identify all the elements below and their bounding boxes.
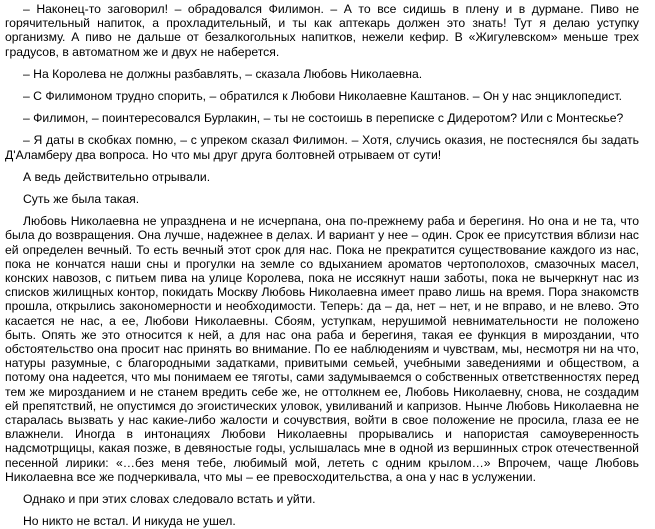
paragraph-5: – Я даты в скобках помню, – с упреком сказал Филимон. – Хотя, случись оказия, не постеснялся бы задать Д'Аламберу два вопроса. Но что мы друг друга болтовней отрываем от сути! (5, 133, 639, 162)
paragraph-1: – Наконец-то заговорил! – обрадовался Филимон. – А то все сидишь в плену и в дурмане. Пиво не горячительный напиток, а прохладительный, и ты как аптекарь должен это знать! Тут я делаю уступку организму. А пиво не дальше от безалкогольных напитков, нежели кефир. В «Жигулевском» меньше трех градусов, в автоматном же и двух не наберется. (5, 2, 639, 59)
paragraph-4: – Филимон, – поинтересовался Бурлакин, – ты не состоишь в переписке с Дидеротом? Или с Монтескье? (23, 111, 624, 126)
paragraph-8: Любовь Николаевна не упразднена и не исчерпана, она по-прежнему раба и берегиня. Но она и не та, что была до возвращения. Она лучше, надежнее в делах. И вариант у нее – один. Срок ее присутствия вблизи нас ей определен вечный. То есть вечный этот срок для нас. Пока не прекратится существование каждого из нас, пока не кончатся наши сны и прогулки на земле со вдыханием ароматов чертополохов, смазочных масел, конских навозов, с питьем пива на улице Королева, пока не иссякнут наши заботы, пока не вычеркнут нас из списков жилищных контор, покидать Москву Любовь Николаевна имеет право лишь на время. Пора знакомств прошла, открылись закономерности и необходимости. Теперь: да – да, нет – нет, и не вправо, и не влево. Это касается не нас, а ее, Любови Николаевны. Сбоям, уступкам, нерушимой невнимательности не положено быть. Опять же это относится к ней, а для нас она раба и берегиня, такая ее функция в мироздании, что обстоятельство она просит нас принять во внимание. По ее наблюдениям и чувствам, мы, несмотря ни на что, натуры разумные, с благородными задатками, привитыми семьей, учебными заведениями и обществом, а потому она надеется, что мы понимаем ее тяготы, сами задумываемся о собственных ответственностях перед тем же мирозданием и не станем вредить себе же, не оттолкнем ее, Любовь Николаевну, снова, не создадим ей препятствий, не опустимся до эгоистических уловок, увиливаний и капризов. Нынче Любовь Николаевна не старалась вызвать у нас какие-либо жалости и сочувствия, войти в свое положение не просила, глаза ее не влажнели. Иногда в интонациях Любови Николаевны прорывались и напористая самоуверенность надсмотрщицы, какая позже, в девяностые годы, услышалась мне в одной из вершинных строк отечественной песенной лирики: «…без меня тебе, любимый мой, лететь с одним крылом…» Впрочем, чаще Любовь Николаевна все же подчеркивала, что мы – ее превосходительства, а она у нас в услужении. (5, 214, 639, 484)
paragraph-9: Однако и при этих словах следовало встать и уйти. (23, 492, 316, 507)
paragraph-10: Но никто не встал. И никуда не ушел. (23, 514, 236, 529)
paragraph-3: – С Филимоном трудно спорить, – обратился к Любови Николаевне Каштанов. – Он у нас энциклопедист. (23, 89, 622, 104)
paragraph-7: Суть же была такая. (23, 192, 140, 207)
paragraph-6: А ведь действительно отрывали. (23, 169, 211, 184)
paragraph-2: – На Королева не должны разбавлять, – сказала Любовь Николаевна. (23, 66, 423, 81)
